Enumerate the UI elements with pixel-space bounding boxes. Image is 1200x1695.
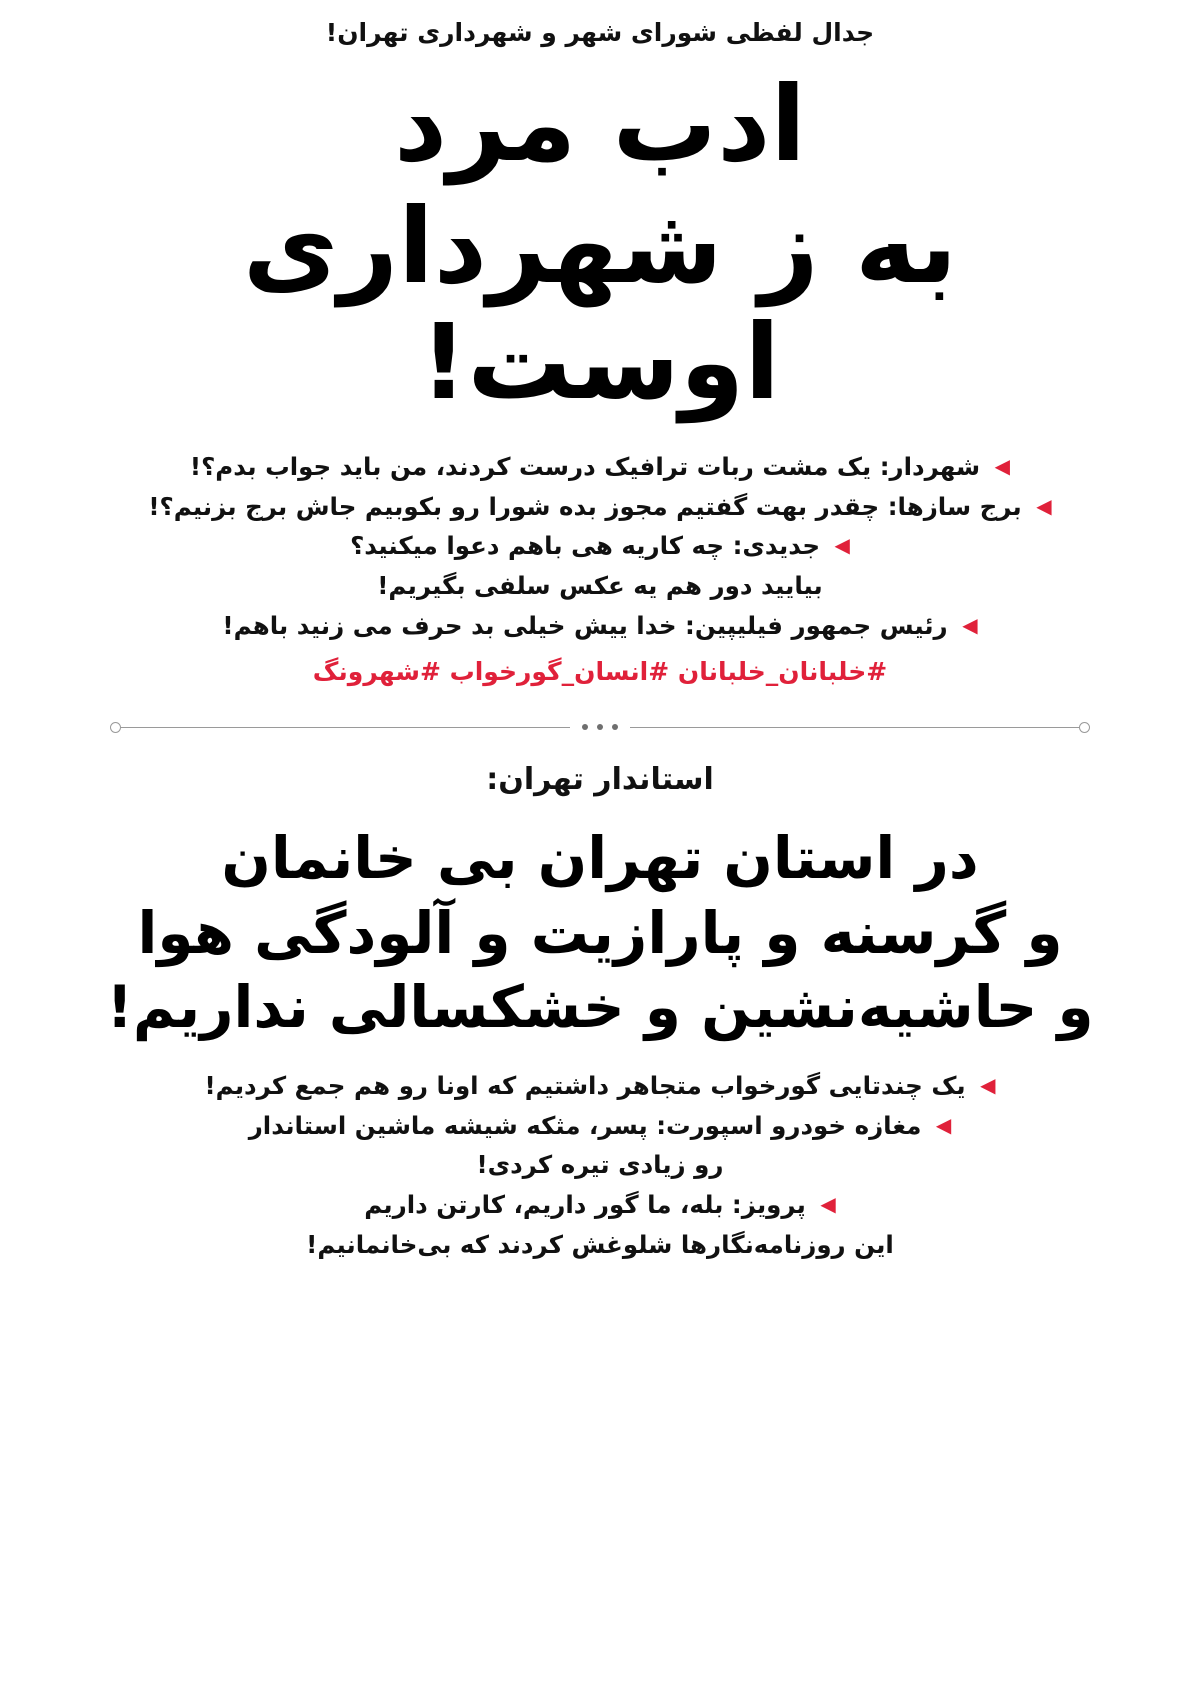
poster-page xyxy=(0,14,1200,1695)
bullet-list-2 xyxy=(90,1066,1110,1264)
headline-line-2: به ز شهرداری اوست! xyxy=(242,184,958,424)
bullet-arrow-icon: ◀ xyxy=(820,1192,836,1217)
second-headline xyxy=(90,821,1110,1044)
second-kicker: استاندار تهران: xyxy=(486,762,714,798)
divider-end-cap-icon xyxy=(110,722,121,733)
list-item xyxy=(90,487,1110,527)
bullet-arrow-icon: ◀ xyxy=(834,533,850,558)
divider-end-cap-icon xyxy=(1079,722,1090,733)
list-item-text-second: این روزنامه‌نگارها شلوغش کردند که بی‌خانمانیم! xyxy=(306,1229,894,1259)
list-item xyxy=(90,1066,1110,1106)
list-item-text-second: بیایید دور هم یه عکس سلفی بگیریم! xyxy=(377,570,823,600)
second-headline-line-1: در استان تهران بی خانمان xyxy=(221,824,979,893)
main-headline xyxy=(90,62,1110,424)
divider-dot-icon xyxy=(597,724,603,730)
bullet-arrow-icon: ◀ xyxy=(994,453,1011,478)
divider-dot-icon xyxy=(612,724,618,730)
bullet-arrow-icon: ◀ xyxy=(1036,493,1052,518)
bullet-arrow-icon: ◀ xyxy=(935,1112,952,1137)
list-item-text: مغازه خودرو اسپورت: پسر، مثکه شیشه ماشین استاندار xyxy=(248,1110,922,1140)
list-item-text: جدیدی: چه کاریه هی باهم دعوا میکنید؟ xyxy=(350,531,821,561)
section-divider xyxy=(110,712,1090,742)
divider-line xyxy=(630,727,1079,728)
bullet-arrow-icon: ◀ xyxy=(980,1073,996,1098)
headline-line-1: ادب مرد xyxy=(393,62,807,185)
list-item xyxy=(90,447,1110,487)
list-item xyxy=(90,1185,1110,1264)
list-item-text: یک چندتایی گورخواب متجاهر داشتیم که اونا رو هم جمع کردیم! xyxy=(204,1071,966,1101)
divider-dot-icon xyxy=(582,724,588,730)
bullet-arrow-icon: ◀ xyxy=(962,612,978,637)
list-item-text: شهردار: یک مشت ربات ترافیک درست کردند، من باید جواب بدم؟! xyxy=(189,451,981,481)
second-headline-line-3: و حاشیه‌نشین و خشکسالی نداریم! xyxy=(106,972,1094,1041)
hashtag-line: #خلبانان_خلبانان #انسان_گورخواب #شهرونگ xyxy=(312,657,888,687)
second-headline-line-2: و گرسنه و پارازیت و آلودگی هوا xyxy=(137,898,1063,967)
divider-dots-icon xyxy=(570,724,630,730)
list-item-text: رئیس جمهور فیلیپین: خدا ییش خیلی بد حرف می زنید باهم! xyxy=(222,610,948,640)
list-item-text: پرویز: بله، ما گور داریم، کارتن داریم xyxy=(364,1190,806,1220)
list-item xyxy=(90,526,1110,605)
bullet-list-1 xyxy=(90,447,1110,645)
list-item xyxy=(90,1106,1110,1185)
divider-line xyxy=(121,727,570,728)
list-item xyxy=(90,606,1110,646)
list-item-text: برج سازها: چقدر بهت گفتیم مجوز بده شورا رو بکوبیم جاش برج بزنیم؟! xyxy=(148,491,1022,521)
list-item-text-second: رو زیادی تیره کردی! xyxy=(476,1150,724,1180)
top-kicker: جدال لفظی شورای شهر و شهرداری تهران! xyxy=(325,18,875,47)
